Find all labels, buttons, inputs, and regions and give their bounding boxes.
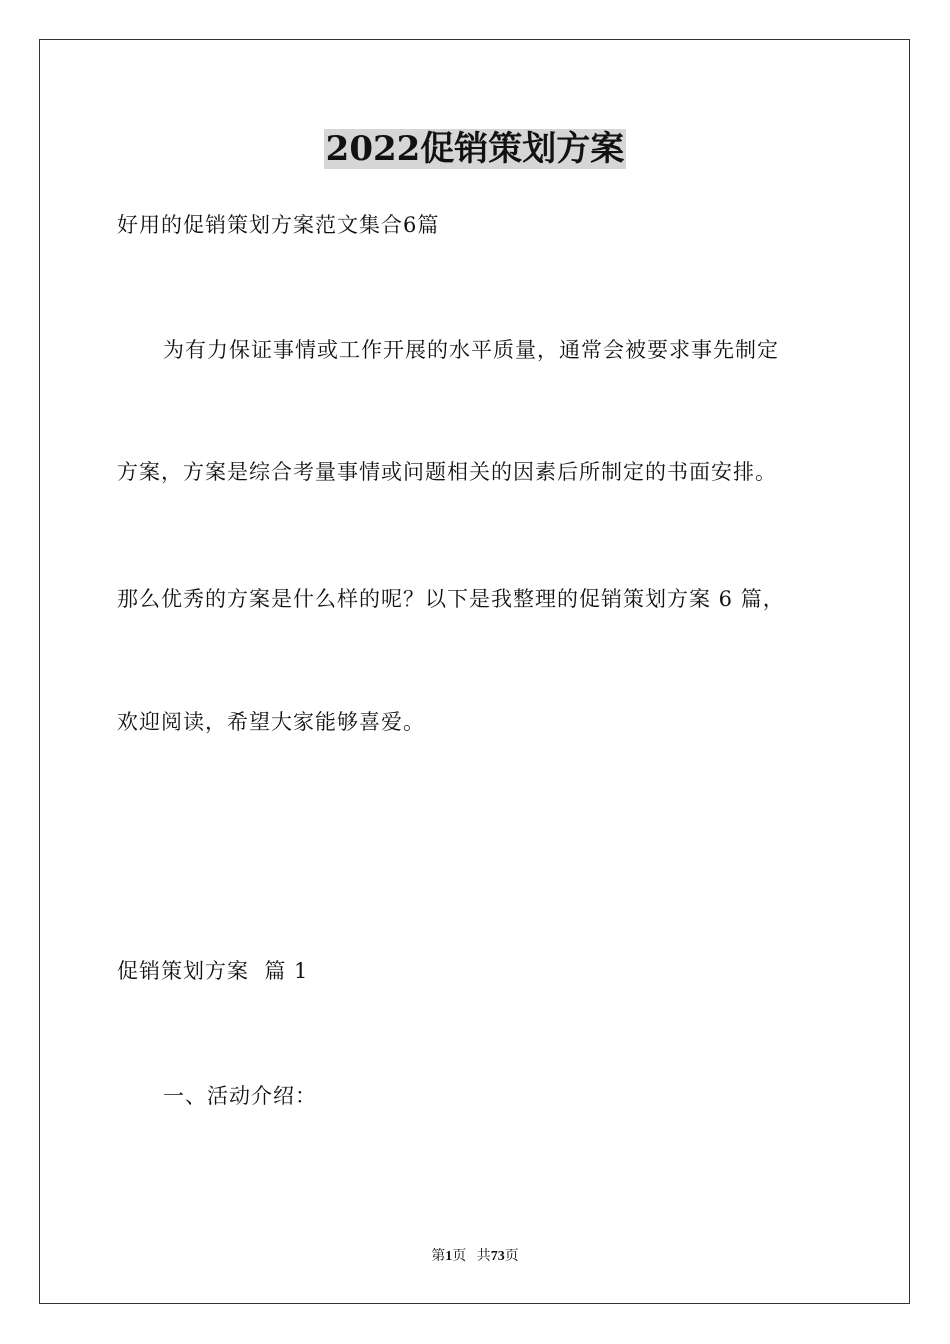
intro-line-2: 方案，方案是综合考量事情或问题相关的因素后所制定的书面安排。	[117, 460, 777, 484]
total-pages: 73	[490, 1249, 505, 1264]
page-prefix: 第	[431, 1249, 446, 1264]
page-suffix: 页	[452, 1249, 467, 1264]
document-title	[0, 126, 950, 172]
section-heading: 促销策划方案 篇 1	[117, 959, 309, 983]
total-prefix: 共	[476, 1249, 491, 1264]
total-suffix: 页	[504, 1249, 519, 1264]
document-title-text: 2022促销策划方案	[325, 129, 625, 169]
intro-line-3: 那么优秀的方案是什么样的呢？以下是我整理的促销策划方案 6 篇，	[117, 587, 785, 611]
page-number: 1	[445, 1249, 453, 1264]
document-subtitle: 好用的促销策划方案范文集合6篇	[117, 213, 440, 237]
subsection-heading: 一、活动介绍：	[163, 1084, 317, 1108]
intro-line-4: 欢迎阅读，希望大家能够喜爱。	[117, 710, 425, 734]
intro-line-1: 为有力保证事情或工作开展的水平质量，通常会被要求事先制定	[163, 338, 779, 362]
page-footer	[0, 1247, 950, 1267]
